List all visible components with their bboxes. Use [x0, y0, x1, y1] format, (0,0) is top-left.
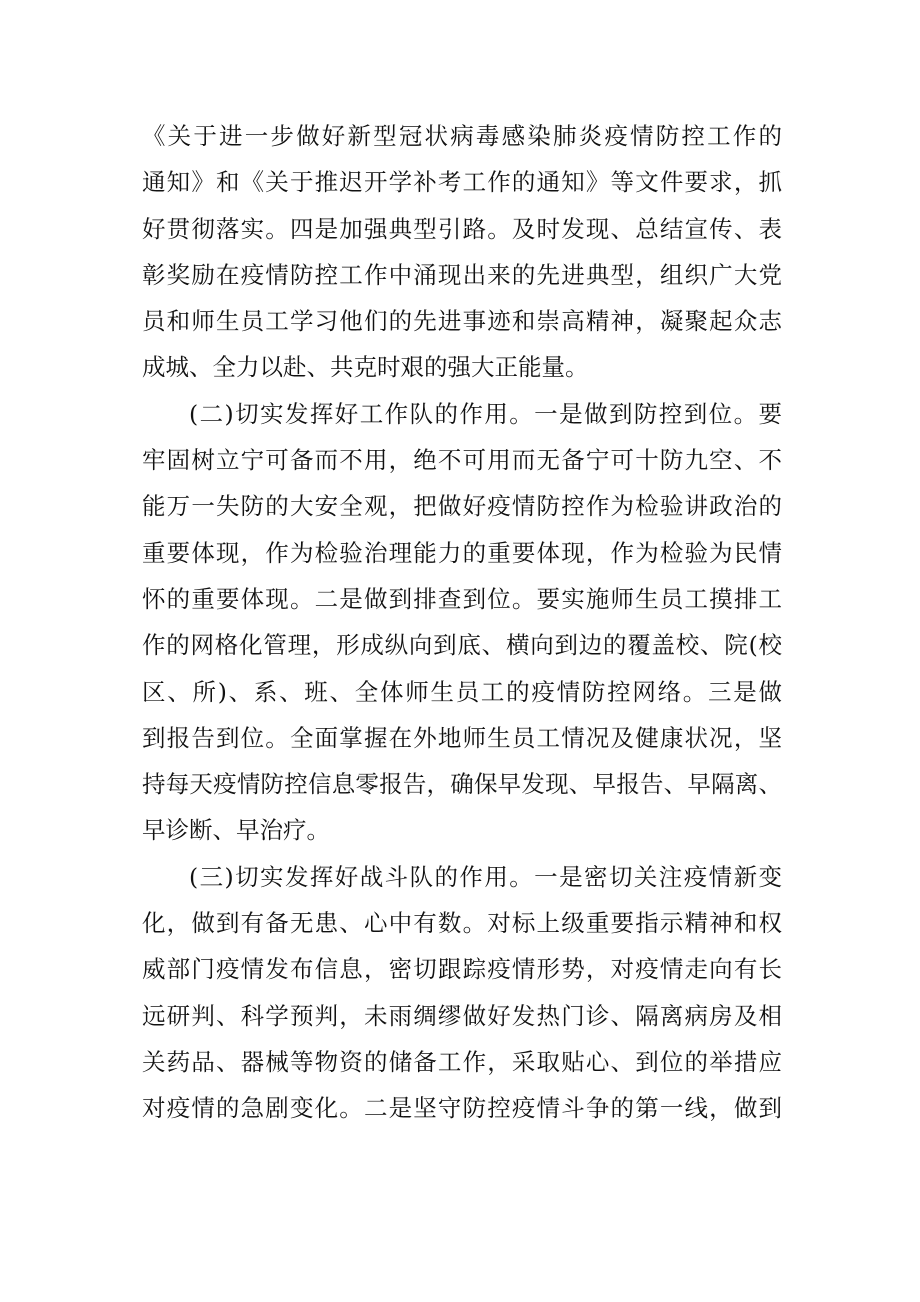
- text-line: 员和师生员工学习他们的先进事迹和崇高精神，凝聚起众志: [142, 307, 782, 336]
- text-line: 持每天疫情防控信息零报告，确保早发现、早报告、早隔离、: [142, 770, 782, 799]
- text-line: 关药品、器械等物资的储备工作，采取贴心、到位的举措应: [142, 1047, 782, 1076]
- text-line: 威部门疫情发布信息，密切跟踪疫情形势，对疫情走向有长: [142, 955, 782, 984]
- text-line: 对疫情的急剧变化。二是坚守防控疫情斗争的第一线，做到: [142, 1094, 782, 1123]
- text-line: 能万一失防的大安全观，把做好疫情防控作为检验讲政治的: [142, 492, 782, 521]
- document-body: [142, 113, 782, 1132]
- text-line: 远研判、科学预判，未雨绸缪做好发热门诊、隔离病房及相: [142, 1001, 782, 1030]
- text-line: 牢固树立宁可备而不用，绝不可用而无备宁可十防九空、不: [142, 446, 782, 475]
- text-line: 早诊断、早治疗。: [142, 816, 330, 845]
- text-line: 怀的重要体现。二是做到排查到位。要实施师生员工摸排工: [142, 584, 782, 613]
- text-line: 区、所)、系、班、全体师生员工的疫情防控网络。三是做: [142, 677, 782, 706]
- text-line: 好贯彻落实。四是加强典型引路。及时发现、总结宣传、表: [142, 214, 782, 243]
- paragraph-section-3: [142, 854, 782, 1132]
- text-line: 通知》和《关于推迟开学补考工作的通知》等文件要求，抓: [142, 168, 782, 197]
- text-line: 成城、全力以赴、共克时艰的强大正能量。: [142, 353, 589, 382]
- text-line: 作的网格化管理，形成纵向到底、横向到边的覆盖校、院(校: [142, 631, 782, 660]
- paragraph-heading-line: (三)切实发挥好战斗队的作用。一是密切关注疫情新变: [189, 862, 782, 891]
- paragraph-section-2: [142, 391, 782, 854]
- text-line: 化，做到有备无患、心中有数。对标上级重要指示精神和权: [142, 909, 782, 938]
- text-line: 重要体现，作为检验治理能力的重要体现，作为检验为民情: [142, 538, 782, 567]
- text-line: 《关于进一步做好新型冠状病毒感染肺炎疫情防控工作的: [142, 122, 782, 150]
- paragraph-intro-continuation: [142, 113, 782, 391]
- text-line: 彰奖励在疫情防控工作中涌现出来的先进典型，组织广大党: [142, 260, 782, 289]
- text-line: 到报告到位。全面掌握在外地师生员工情况及健康状况，坚: [142, 723, 782, 752]
- paragraph-heading-line: (二)切实发挥好工作队的作用。一是做到防控到位。要: [189, 399, 782, 428]
